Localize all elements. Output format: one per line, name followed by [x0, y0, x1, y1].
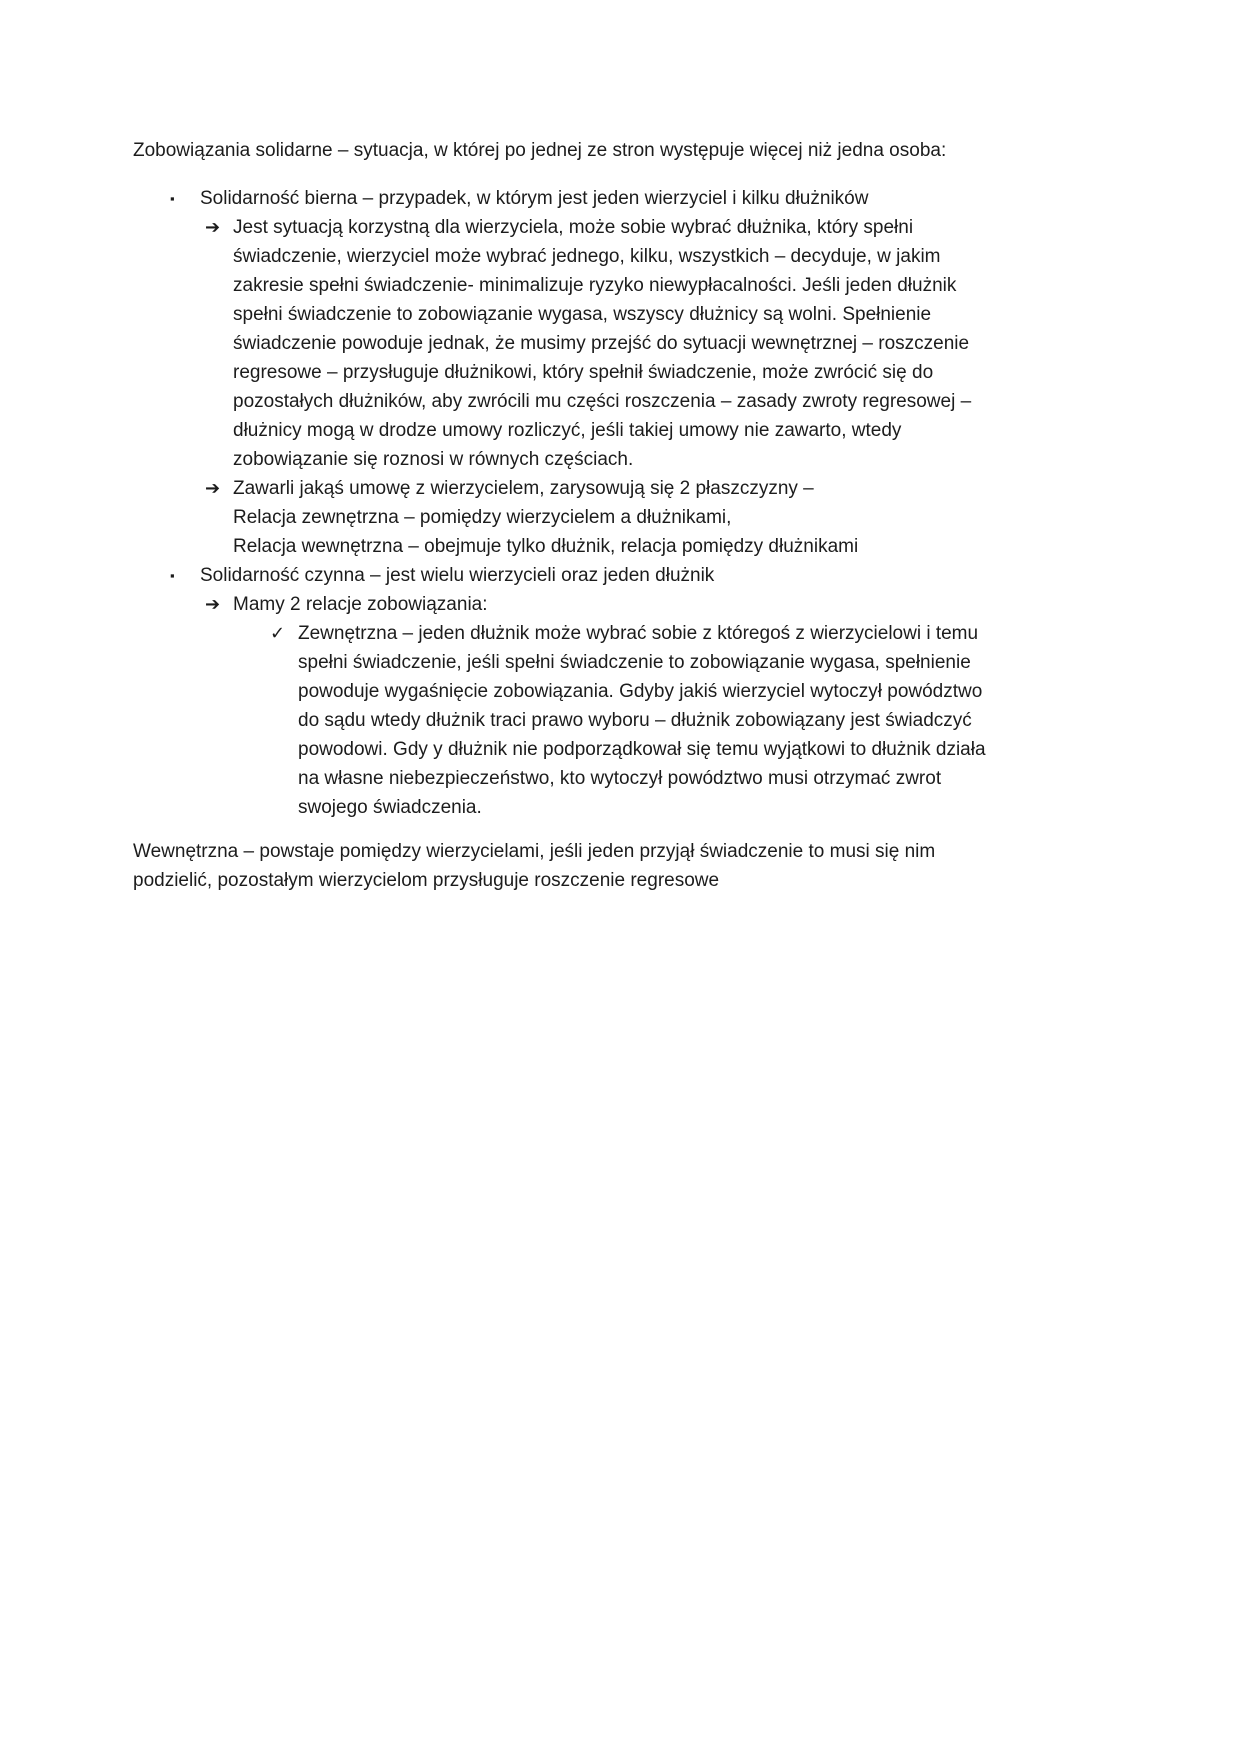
arrow-bullet-icon: ➔	[205, 478, 221, 498]
closing-paragraph: Wewnętrzna – powstaje pomiędzy wierzycielami, jeśli jeden przyjął świadczenie to musi się nim podzielić, pozostałym wierzycielom przysługuje roszczenie regresowe	[133, 841, 936, 891]
list-item	[133, 561, 1008, 590]
square-bullet-icon: ▪	[170, 568, 175, 583]
intro-paragraph: Zobowiązania solidarne – sytuacja, w której po jednej ze stron występuje więcej niż jedna osoba:	[133, 140, 947, 161]
list-item-line: Relacja wewnętrzna – obejmuje tylko dłużnik, relacja pomiędzy dłużnikami	[233, 536, 859, 557]
list-item-line: Zawarli jakąś umowę z wierzycielem, zarysowują się 2 płaszczyzny –	[233, 478, 814, 499]
list-item-line: Relacja zewnętrzna – pomiędzy wierzycielem a dłużnikami,	[233, 507, 732, 528]
list-item	[133, 619, 1008, 822]
list-item-text: Zewnętrzna – jeden dłużnik może wybrać sobie z któregoś z wierzycielowi i temu spełni świadczenie, jeśli spełni świadczenie to zobowiązanie wygasa, spełnienie powoduje wygaśnięcie zobowiązania. Gdyby jakiś wierzyciel wytoczył powództwo do sądu wtedy dłużnik traci prawo wyboru – dłużnik zobowiązany jest świadczyć powodowi. Gdy y dłużnik nie podporządkował się temu wyjątkowi to dłużnik działa na własne niebezpieczeństwo, kto wytoczył powództwo musi otrzymać zwrot swojego świadczenia.	[298, 623, 986, 818]
check-bullet-icon: ✓	[270, 623, 286, 643]
list-item-text: Mamy 2 relacje zobowiązania:	[233, 594, 488, 615]
list-item	[133, 213, 1008, 474]
arrow-bullet-icon: ➔	[205, 594, 221, 614]
list-item-text: Jest sytuacją korzystną dla wierzyciela, może sobie wybrać dłużnika, który spełni świadczenie, wierzyciel może wybrać jednego, kilku, wszystkich – decyduje, w jakim zakresie spełni świadczenie- minimalizuje ryzyko niewypłacalności. Jeśli jeden dłużnik spełni świadczenie to zobowiązanie wygasa, wszyscy dłużnicy są wolni. Spełnienie świadczenie powoduje jednak, że musimy przejść do sytuacji wewnętrznej – roszczenie regresowe – przysługuje dłużnikowi, który spełnił świadczenie, może zwrócić się do pozostałych dłużników, aby zwrócili mu części roszczenia – zasady zwroty regresowej – dłużnicy mogą w drodze umowy rozliczyć, jeśli takiej umowy nie zawarto, wtedy zobowiązanie się roznosi w równych częściach.	[233, 217, 972, 470]
list-item	[133, 474, 1008, 561]
list-item-text	[233, 474, 1008, 561]
list-item-text: Solidarność czynna – jest wielu wierzycieli oraz jeden dłużnik	[200, 565, 715, 586]
list-item-text: Solidarność bierna – przypadek, w którym jest jeden wierzyciel i kilku dłużników	[200, 188, 869, 209]
list-item	[133, 590, 1008, 619]
arrow-bullet-icon: ➔	[205, 217, 221, 237]
square-bullet-icon: ▪	[170, 191, 175, 206]
list-item	[133, 184, 1008, 213]
